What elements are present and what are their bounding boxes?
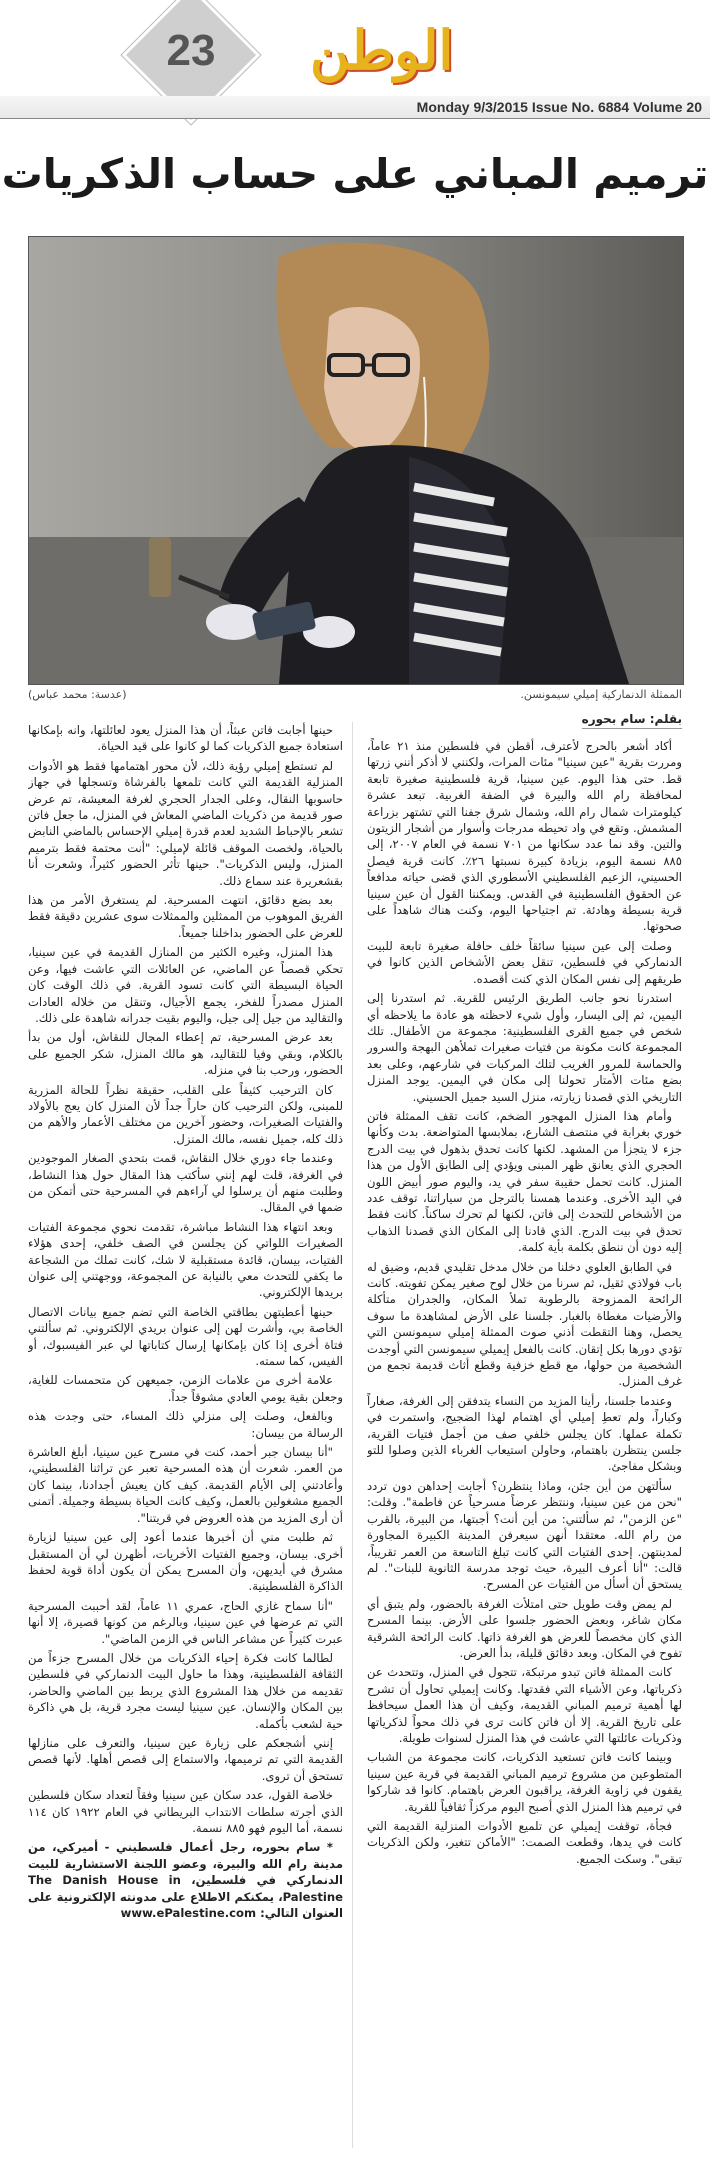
paragraph: أكاد أشعر بالحرج لأعترف، أقطن في فلسطين منذ ٢١ عاماً، ومررت بقرية "عين سينيا" مئات المرات، ولكنني لا أذكر أنني زرتها قط. حتى هذا اليوم. عين سينيا، قرية فلسطينية صغيرة تابعة لمحافظة رام الله والبيرة في الضفة الغربية. تبعد عشرة كيلومترات شمال رام الله، وشمال شرق جفنا التي تشتهر بزراعة المشمش. وتقع في واد تحيطه مدرجات وأسوار من أشجار الزيتون والتين. وقد نما عدد سكانها من ٧٠١ نسمة في العام ٢٠٠٧، إلى ٨٨٥ نسمة اليوم، بزيادة كبيرة نسبتها ٢٦٪. كانت قرية فيصل الحسيني، الزعيم الفلسطيني الأسطوري الذي قضى حياته مدافعاً عن الحقوق الفلسطينية في القدس. ويمكننا القول أن عين سينيا قرية بسيطة وهادئة. تم اجتياحها اليوم، وكنت هناك شاهداً على صحوتها. <box>367 739 682 934</box>
paragraph: وبعد انتهاء هذا النشاط مباشرة، تقدمت نحوي مجموعة الفتيات الصغيرات اللواتي كن يجلسن في الصف خلفي، إحدى هؤلاء الفتيات، بيسان، قائدة مستقبلية لا شك، كانت تملك من الشجاعة ما يكفي للتحدث معي بالنيابة عن المجموعة، ووجهتني إلى عنوان بريدها الإلكتروني. <box>28 1219 343 1300</box>
article-photo <box>28 236 684 685</box>
paragraph: لطالما كانت فكرة إحياء الذكريات من خلال المسرح جزءاً من الثقافة الفلسطينية، وهذا ما حاول البيت الدنماركي في فلسطين تقديمه من خلال هذا المشروع الذي يربط بين الماضي والحاضر، بين المكان والإنسان. عين سينيا ليست مجرد قرية، بل هي ذاكرة حية لشعب بأكمله. <box>28 1650 343 1731</box>
paragraph: "أنا بيسان جبر أحمد، كنت في مسرح عين سينيا، أبلغ العاشرة من العمر. شعرت أن هذه المسرحية تعبر عن تراثنا الفلسطيني، وأعادتني إلى الأيام القديمة. كيف كان يعيش أجدادنا، بينما كان الجميع مشغولين بالعمل، وكيف كانت الحياة بسيطة وجميلة. أتمنى أن أرى المزيد من هذه العروض في قريتنا". <box>28 1445 343 1525</box>
paragraph: علامة أخرى من علامات الزمن، جميعهن كن متحمسات للغاية، وجعلن بقية يومي العادي مشوقاً جداً. <box>28 1373 343 1404</box>
paragraph: كان الترحيب كثيفاً على القلب، حقيقة نظراً للحالة المزرية للمبنى، ولكن الترحيب كان حاراً جداً لأن المنزل كان يعج بالأولاد والفتيات الصغيرات، وحضور آخرين من مختلف الأعمار والأهم من ذلك كله، جميل نفسه، مالك المنزل. <box>28 1082 343 1146</box>
photo-caption: الممثلة الدنماركية إميلي سيمونسن. <box>520 688 682 701</box>
byline: بقلم: سام بحوره <box>582 712 682 729</box>
paragraph: في الطابق العلوي دخلنا من خلال مدخل تقليدي قديم، وضيق له باب فولاذي ثقيل، ثم سرنا من خلال لوح صغير يمكن تفويته. كانت الرائحة الممزوجة بالرطوبة تملأ المكان، والجدران متأكلة والأرضيات مغطاة بالغبار. جلسنا على الأرض لمشاهدة ما سوف يحصل، وهنا التقطت أذني صوت الممثلة إميلي سيمونسن التي تؤدي دورها بكل إتقان. كانت بالفعل إيميلي سيمونسن التي أوجدت الشخصية من حولها، مع قطع خزفية وقطع أثاث قديمة تجمع من غرف المنزل. <box>367 1259 682 1389</box>
paragraph: خلاصة القول، عدد سكان عين سينيا وفقاً لتعداد سكان فلسطين الذي أجرته سلطات الانتداب البريطاني في العام ١٩٢٢ كان ١١٤ نسمة، أما اليوم فهو ٨٨٥ نسمة. <box>28 1788 343 1835</box>
paragraph: بعد عرض المسرحية، تم إعطاء المجال للنقاش، أول من بدأ بالكلام، وبقي وفيا للتقاليد، هو مالك المنزل، شكر الجميع على الحضور، ورحب بنا في منزله. <box>28 1030 343 1078</box>
masthead <box>0 0 710 115</box>
paragraph: فجأة، توقفت إيميلي عن تلميع الأدوات المنزلية القديمة التي كانت في يدها، وقطعت الصمت: "الأماكن تتغير، ولكن الذكريات تبقى". وسكت الجميع. <box>367 1819 682 1866</box>
paragraph: وبالفعل، وصلت إلى منزلي ذلك المساء، حتى وجدت هذه الرسالة من بيسان: <box>28 1409 343 1440</box>
paragraph: وصلت إلى عين سينيا سائقاً خلف حافلة صغيرة تابعة للبيت الدنماركي في فلسطين، تنقل بعض الأشخاص الذين كانوا في طريقهم إلى نفس المكان الذي كنت أقصده. <box>367 938 682 986</box>
photo-caption-row <box>28 686 682 706</box>
woman-restoring-objects-image <box>29 237 683 684</box>
article-column-right <box>367 738 682 2148</box>
column-divider <box>352 722 353 2148</box>
article-title: ترميم المباني على حساب الذكريات <box>1 150 709 198</box>
paragraph: وأمام هذا المنزل المهجور الضخم، كانت تقف الممثلة فاتن خوري بغرابة في منتصف الشارع، بملابسها المتواضعة. بدت وكأنها جزء لا يتجزأ من المشهد. لكنها كانت تحدق بذهول في بيت الدرج الحجري الذي يعانق ظهر المبنى ويؤدي إلى الطابق الأول من هذا المنزل. كانت تحمل حقيبة سفر في يد، واليوم صور أبيض اللون في اليد الأخرى. وعندما همسنا بالترجل من سياراتنا، توقف عدد من الأشخاص للتحدث إلى فاتن، لكنها لم تحرك ساكناً. كانت فقط تحدق في بيت الدرج. الذي قادنا إلى المكان الذي قصدنا الذهاب إليه دون أن ننطق بكلمة بأية كلمة. <box>367 1108 682 1255</box>
paragraph: حينها أجابت فاتن عبثاً، أن هذا المنزل يعود لعائلتها، وانه بإمكانها استعادة جميع الذكريات كما لو كانوا على قيد الحياة. <box>28 723 343 754</box>
photo-credit: (عدسة: محمد عباس) <box>28 688 127 701</box>
page-number: 23 <box>166 26 216 75</box>
issue-line: Monday 9/3/2015 Issue No. 6884 Volume 20 <box>416 99 702 115</box>
paragraph: إنني أشجعكم على زيارة عين سينيا، والتعرف على منازلها القديمة التي تم ترميمها، والاستماع إلى قصص أهلها. لأنها قصص تستحق أن تروى. <box>28 1735 343 1783</box>
paragraph: لم تستطع إميلي رؤية ذلك، لأن محور اهتمامها فقط هو الأدوات المنزلية القديمة التي كانت تلمعها بالفرشاة وتسجلها في جهاز حاسوبها النقال، وعلى الجدار الحجري لغرفة المعيشة، تم عرض صور قديمة من ذكريات الماضي المعاش في المنزل، ما جعل فاتن تشعر بالإحباط الشديد لعدم قدرة إميلي الإحساس بالماضي النابض بالحياة، ولخصت الموقف قائلة لإميلي: "أنت محتمة فقط بترميم المنزل، وليس الذكريات". حينها تأثر الحضور كثيراً، وشعرت أنا بقشعريرة عند سماع ذلك. <box>28 758 343 888</box>
paragraph: وعندما جلسنا، رأينا المزيد من النساء يتدفقن إلى الغرفة، صغاراً وكباراً، ولم تعطِ إميلي أي اهتمام لهذا الضجيج، واستمرت في تكملة عملها. كان يجلس خلفي صف من أجمل فتيات القرية، جلسن ينتظرن باهتمام، وحاولن استيعاب الغرباء الذين وصلوا للتو وبشكل مفاجئ. <box>367 1393 682 1474</box>
paragraph: لم يمض وقت طويل حتى امتلأت الغرفة بالحضور، ولم يتبق أي مكان شاغر، وبعض الحضور جلسوا على الأرض. بينما المسرح الذي كان مخصصاً للعرض هو الغرفة ذاتها. كانت الرائحة الشرقية تفوح في المكان. وبعد دقائق قليلة، بدأ العرض. <box>367 1596 682 1660</box>
paragraph: بعد بضع دقائق، انتهت المسرحية. لم يستغرق الأمر من هذا الفريق الموهوب من الممثلين والممثلات سوى عشرين دقيقة فقط للعرض على الحضور بداخلنا جميعاً. <box>28 893 343 940</box>
paragraph: حينها أعطيتهن بطاقتي الخاصة التي تضم جميع بيانات الاتصال الخاصة بي، وأشرت لهن إلى عنوان بريدي الإلكتروني. ثم سألتني فتاة أخرى إذا كان بإمكانها إرسال كتاباتها لي عبر الفيسبوك، أو الفيس، كما سمته. <box>28 1304 343 1369</box>
author-note: * سام بحوره، رجل أعمال فلسطيني - أميركي، من مدينة رام الله والبيرة، وعضو اللجنة الاستشارية للبيت الدنماركي في فلسطين، The Danish House in Palestine، يمكنكم الاطلاع على مدونته الإلكترونية على العنوان التالي: www.ePalestine.com <box>28 1840 343 1921</box>
article-column-left <box>28 722 343 2148</box>
paragraph: وعندما جاء دوري خلال النقاش، قمت بتحدي الصغار الموجودين في الغرفة، قلت لهم إنني سأكتب هذا المقال حول هذا النشاط، وطلبت منهم أن يرسلوا لي آراءهم في المسرحية حتى أتمكن من ضمها في المقال. <box>28 1151 343 1215</box>
paragraph: ثم طلبت مني أن أخبرها عندما أعود إلى عين سينيا لزيارة أخرى. بيسان، وجميع الفتيات الأخريات، أظهرن لي أن المستقبل مشرق في أيديهن، وأن المسرح يمكن أن يكون أداة قوية لحفظ الذاكرة الفلسطينية. <box>28 1530 343 1594</box>
paragraph: "أنا سماح غازي الحاج، عمري ١١ عاماً، لقد أحببت المسرحية التي تم عرضها في عين سينيا، وبالرغم من كونها قصيرة، إلا أنها عبرت كثيراً عن مشاعر الناس في الزمن الماضي". <box>28 1598 343 1646</box>
paragraph: وبينما كانت فاتن تستعيد الذكريات، كانت مجموعة من الشباب المتطوعين من مشروع ترميم المباني القديمة في قرية عين سينيا يقفون في زاوية الغرفة، يراقبون العرض باهتمام. كانوا قد شاركوا في ترميم هذا المنزل الذي أصبح اليوم مركزاً ثقافياً للقرية. <box>367 1750 682 1814</box>
newspaper-logo <box>300 8 454 88</box>
paragraph: استدرنا نحو جانب الطريق الرئيس للقرية. ثم استدرنا إلى اليمين، ثم إلى اليسار، وأول شيء لاحظته هو عادة ما يلاحظه أي شخص في جميع القرى الفلسطينية: مجموعة من الأطفال. تلك المجموعة كانت مكونة من فتيات صغيرات تملأهن البهجة والسرور والحماسة للمرور الغريب لتلك المركبات في شارعهم، وعلى بعد بضع مئات الأمتار تحولنا إلى مكان في اليمين. يوجد المنزل التاريخي الذي قصدنا زيارته، منزل السيد جميل الحسيني. <box>367 991 682 1104</box>
paragraph: هذا المنزل، وغيره الكثير من المنازل القديمة في عين سينيا، تحكي قصصاً عن الماضي، عن العائلات التي عاشت فيها، وعن الحياة البسيطة التي كانت تسود القرية. في ذلك الوقت كان المنزل مصدراً للفخر، يجمع الأجيال، وتنقل من خلاله العادات والتقاليد من جيل إلى جيل، واليوم بقيت جدرانه شاهدة على ذلك. <box>28 945 343 1025</box>
paragraph: كانت الممثلة فاتن تبدو مرتبكة، تتجول في المنزل، وتتحدث عن ذكرياتها، وعن الأشياء التي فقدتها. وكانت إيميلي تحاول أن تشرح لها أهمية ترميم المباني القديمة، وكيف أن هذا العمل سيحافظ على تاريخ القرية. إلا أن فاتن كانت ترى في ذلك محواً لذكرياتها وذكريات عائلتها التي عاشت في هذا المنزل لسنوات طويلة. <box>367 1665 682 1745</box>
issue-bar <box>0 96 710 119</box>
paragraph: سألتهن من أين جئن، وماذا ينتظرن؟ أجابت إحداهن دون تردد "نحن من عين سينيا، وننتظر عرضاً مسرحياً عن فاطمة". وقلت: "عن الزمن"، ثم سألتني: من أين أنت؟ أجبتها، من البيرة، بالقرب من رام الله. معتقدا أنهن سيعرفن المدينة الكبيرة المجاورة لمدينتهن. إحدى الفتيات التي كانت تبلغ التاسعة من العمر تقريباً، قالت: "أنا أعرف البيرة، حيث توجد مدرسة الثانوية للبنات". لم يستحق أن أسأل من الفتيات عن المسرح. <box>367 1478 682 1592</box>
logo-text: الوطن <box>310 18 454 82</box>
